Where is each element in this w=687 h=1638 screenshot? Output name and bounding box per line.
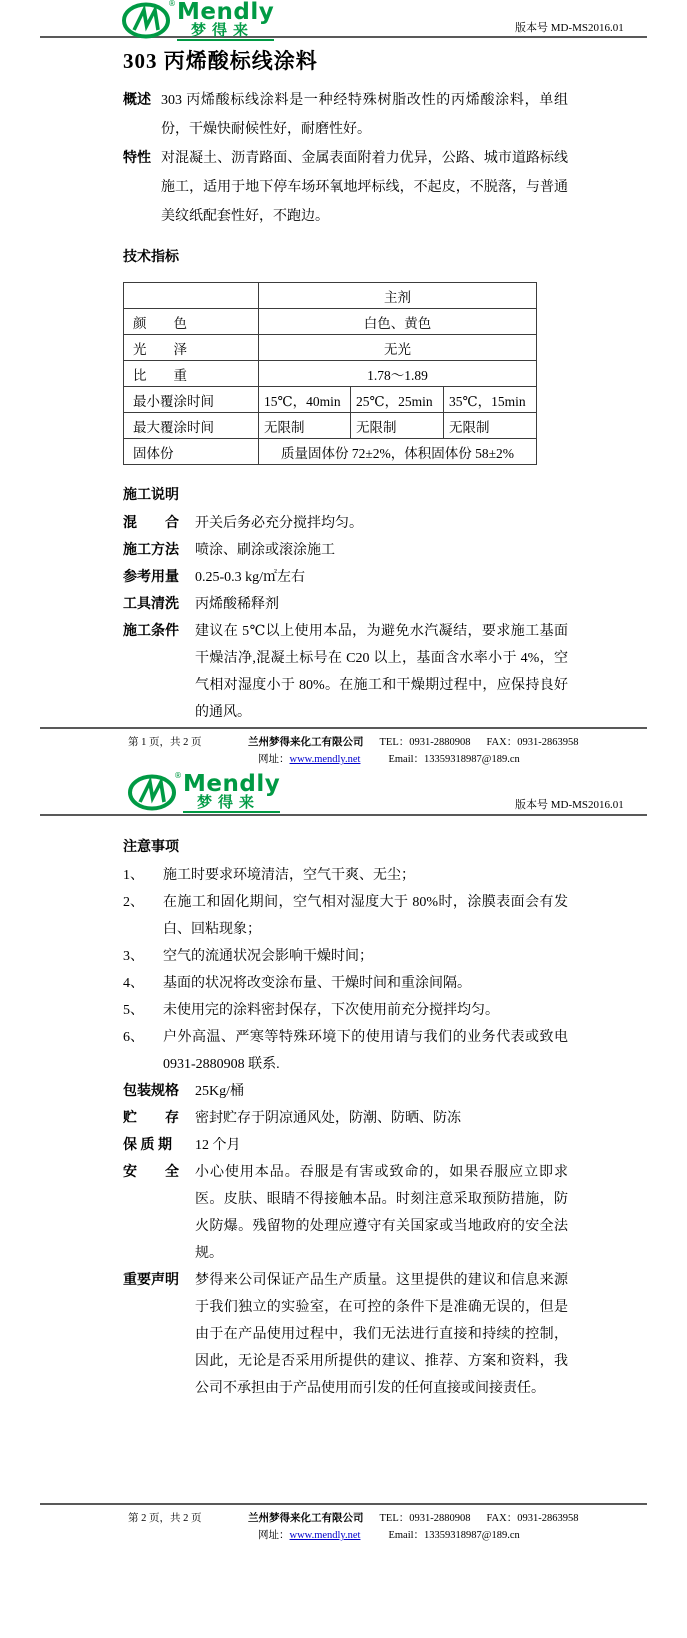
note-text: 在施工和固化期间，空气相对湿度大于 80%时，涂膜表面会有发白、回粘现象； bbox=[163, 895, 568, 937]
construction-item bbox=[123, 564, 568, 591]
website-label: 网址： bbox=[258, 754, 290, 765]
mendly-logo bbox=[122, 2, 274, 44]
company-name: 兰州梦得来化工有限公司 bbox=[248, 737, 364, 748]
page1-header bbox=[40, 0, 647, 38]
construction-item bbox=[123, 591, 568, 618]
note-number: 6、 bbox=[123, 1030, 144, 1045]
item-text: 0.25-0.3 kg/㎡左右 bbox=[195, 570, 306, 585]
row-value: 无限制 bbox=[351, 413, 444, 439]
item-text: 12 个月 bbox=[195, 1138, 241, 1153]
item-label: 混 合 bbox=[123, 516, 179, 531]
mendly-ellipse-m-icon bbox=[122, 0, 176, 44]
item-text: 喷涂、刷涂或滚涂施工 bbox=[195, 543, 335, 558]
note-text: 户外高温、严寒等特殊环境下的使用请与我们的业务代表或致电 0931-2880908 联系. bbox=[163, 1030, 568, 1072]
table-corner-cell bbox=[124, 283, 259, 309]
brand-name-chinese: 梦得来 bbox=[177, 23, 274, 41]
table-row bbox=[124, 309, 537, 335]
brand-name: Mendly bbox=[183, 771, 281, 797]
company-fax: FAX：0931-2863958 bbox=[486, 1513, 579, 1524]
page2-content bbox=[123, 833, 568, 1402]
note-text: 空气的流通状况会影响干燥时间； bbox=[163, 949, 373, 964]
construction-item bbox=[123, 537, 568, 564]
logo-wordmark bbox=[183, 771, 281, 813]
row-label: 光 泽 bbox=[124, 335, 259, 361]
item-label: 安 全 bbox=[123, 1165, 179, 1180]
note-number: 4、 bbox=[123, 976, 144, 991]
item-text: 开关后务必充分搅拌均匀。 bbox=[195, 516, 363, 531]
website-label: 网址： bbox=[258, 1530, 290, 1541]
safety-item bbox=[123, 1159, 568, 1267]
item-text: 建议在 5℃以上使用本品，为避免水汽凝结，要求施工基面干燥洁净,混凝土标号在 C20 以上，基面含水率小于 4%，空气相对湿度小于 80%。在施工和干燥期过程中，应保持良好的通风。 bbox=[195, 624, 568, 720]
company-tel: TEL：0931-2880908 bbox=[379, 1513, 471, 1524]
version-number: 版本号 MD-MS2016.01 bbox=[515, 799, 624, 811]
website-row bbox=[258, 751, 360, 766]
note-item bbox=[123, 943, 568, 970]
company-email: Email：13359318987@189.cn bbox=[388, 754, 520, 765]
row-value: 无限制 bbox=[444, 413, 537, 439]
website-link[interactable]: www.mendly.net bbox=[289, 1530, 361, 1541]
item-label: 施工条件 bbox=[123, 624, 179, 639]
row-value: 无限制 bbox=[259, 413, 351, 439]
website-row bbox=[258, 1527, 360, 1542]
company-tel: TEL：0931-2880908 bbox=[379, 737, 471, 748]
row-label: 最大覆涂时间 bbox=[124, 413, 259, 439]
item-label: 参考用量 bbox=[123, 570, 179, 585]
table-row bbox=[124, 439, 537, 465]
note-text: 基面的状况将改变涂布量、干燥时间和重涂间隔。 bbox=[163, 976, 471, 991]
table-row bbox=[124, 387, 537, 413]
brand-name-chinese: 梦得来 bbox=[183, 795, 280, 813]
item-text: 密封贮存于阴凉通风处，防潮、防晒、防冻 bbox=[195, 1111, 461, 1126]
note-number: 2、 bbox=[123, 895, 144, 910]
logo-wordmark bbox=[177, 2, 274, 41]
item-label: 工具清洗 bbox=[123, 597, 179, 612]
note-number: 3、 bbox=[123, 949, 144, 964]
item-label: 施工方法 bbox=[123, 543, 179, 558]
note-text: 施工时要求环境清洁，空气干爽、无尘； bbox=[163, 868, 415, 883]
page-number: 第 1 页，共 2 页 bbox=[128, 737, 202, 748]
row-label: 最小覆涂时间 bbox=[124, 387, 259, 413]
note-item bbox=[123, 970, 568, 997]
important-statement-item bbox=[123, 1267, 568, 1402]
row-value: 质量固体份 72±2%，体积固体份 58±2% bbox=[259, 439, 537, 465]
page1-content bbox=[123, 86, 568, 726]
page-number: 第 2 页，共 2 页 bbox=[128, 1513, 202, 1524]
row-value: 15℃，40min bbox=[259, 387, 351, 413]
item-label: 包装规格 bbox=[123, 1084, 179, 1099]
features-text: 对混凝土、沥青路面、金属表面附着力优异，公路、城市道路标线施工，适用于地下停车场环氧地坪标线，不起皮，不脱落，与普通美纹纸配套性好，不跑边。 bbox=[161, 151, 568, 224]
table-row bbox=[124, 283, 537, 309]
row-label: 固体份 bbox=[124, 439, 259, 465]
item-label: 贮 存 bbox=[123, 1111, 179, 1126]
item-label: 重要声明 bbox=[123, 1273, 179, 1288]
row-value: 1.78～1.89 bbox=[259, 361, 537, 387]
table-main-header: 主剂 bbox=[259, 283, 537, 309]
mendly-logo bbox=[128, 771, 281, 816]
item-text: 丙烯酸稀释剂 bbox=[195, 597, 279, 612]
note-item bbox=[123, 862, 568, 889]
row-label: 比 重 bbox=[124, 361, 259, 387]
website-link[interactable]: www.mendly.net bbox=[289, 754, 361, 765]
note-text: 未使用完的涂料密封保存，下次使用前充分搅拌均匀。 bbox=[163, 1003, 499, 1018]
page2-footer bbox=[40, 1503, 647, 1542]
tech-specs-table bbox=[123, 282, 537, 465]
overview-text: 303 丙烯酸标线涂料是一种经特殊树脂改性的丙烯酸涂料，单组份，干燥快耐候性好，耐磨性好。 bbox=[161, 93, 568, 137]
item-text: 25Kg/桶 bbox=[195, 1084, 244, 1099]
row-value: 25℃，25min bbox=[351, 387, 444, 413]
notes-heading: 注意事项 bbox=[123, 840, 179, 855]
company-email: Email：13359318987@189.cn bbox=[388, 1530, 520, 1541]
construction-item bbox=[123, 510, 568, 537]
item-text: 小心使用本品。吞服是有害或致命的，如果吞服应立即求医。皮肤、眼睛不得接触本品。时刻注意采取预防措施，防火防爆。残留物的处理应遵守有关国家或当地政府的安全法规。 bbox=[195, 1165, 568, 1261]
registered-mark: ® bbox=[168, 0, 176, 8]
row-label: 颜 色 bbox=[124, 309, 259, 335]
note-number: 1、 bbox=[123, 868, 144, 883]
company-fax: FAX：0931-2863958 bbox=[486, 737, 579, 748]
note-item bbox=[123, 1024, 568, 1078]
row-value: 白色、黄色 bbox=[259, 309, 537, 335]
construction-item bbox=[123, 618, 568, 726]
registered-mark: ® bbox=[174, 771, 182, 780]
row-value: 无光 bbox=[259, 335, 537, 361]
page2-header bbox=[40, 770, 647, 816]
shelf-life-item bbox=[123, 1132, 568, 1159]
mendly-ellipse-m-icon bbox=[128, 771, 182, 816]
item-label: 保 质 期 bbox=[123, 1138, 172, 1153]
overview-section bbox=[123, 86, 568, 144]
tech-specs-heading: 技术指标 bbox=[123, 250, 179, 265]
table-row bbox=[124, 361, 537, 387]
version-number: 版本号 MD-MS2016.01 bbox=[515, 22, 624, 34]
company-name: 兰州梦得来化工有限公司 bbox=[248, 1513, 364, 1524]
brand-name: Mendly bbox=[177, 0, 275, 25]
note-item bbox=[123, 889, 568, 943]
table-row bbox=[124, 413, 537, 439]
item-text: 梦得来公司保证产品生产质量。这里提供的建议和信息来源于我们独立的实验室，在可控的条件下是准确无误的，但是由于在产品使用过程中，我们无法进行直接和持续的控制，因此，无论是否采用所提供的建议、推荐、方案和资料，我公司不承担由于产品使用而引发的任何直接或间接责任。 bbox=[195, 1273, 568, 1396]
table-row bbox=[124, 335, 537, 361]
features-section bbox=[123, 144, 568, 231]
packaging-spec-item bbox=[123, 1078, 568, 1105]
overview-label: 概述 bbox=[123, 93, 151, 108]
note-number: 5、 bbox=[123, 1003, 144, 1018]
row-value: 35℃，15min bbox=[444, 387, 537, 413]
note-item bbox=[123, 997, 568, 1024]
product-title: 303 丙烯酸标线涂料 bbox=[123, 49, 318, 73]
storage-item bbox=[123, 1105, 568, 1132]
construction-heading: 施工说明 bbox=[123, 488, 179, 503]
page1-footer bbox=[40, 727, 647, 766]
features-label: 特性 bbox=[123, 151, 151, 166]
